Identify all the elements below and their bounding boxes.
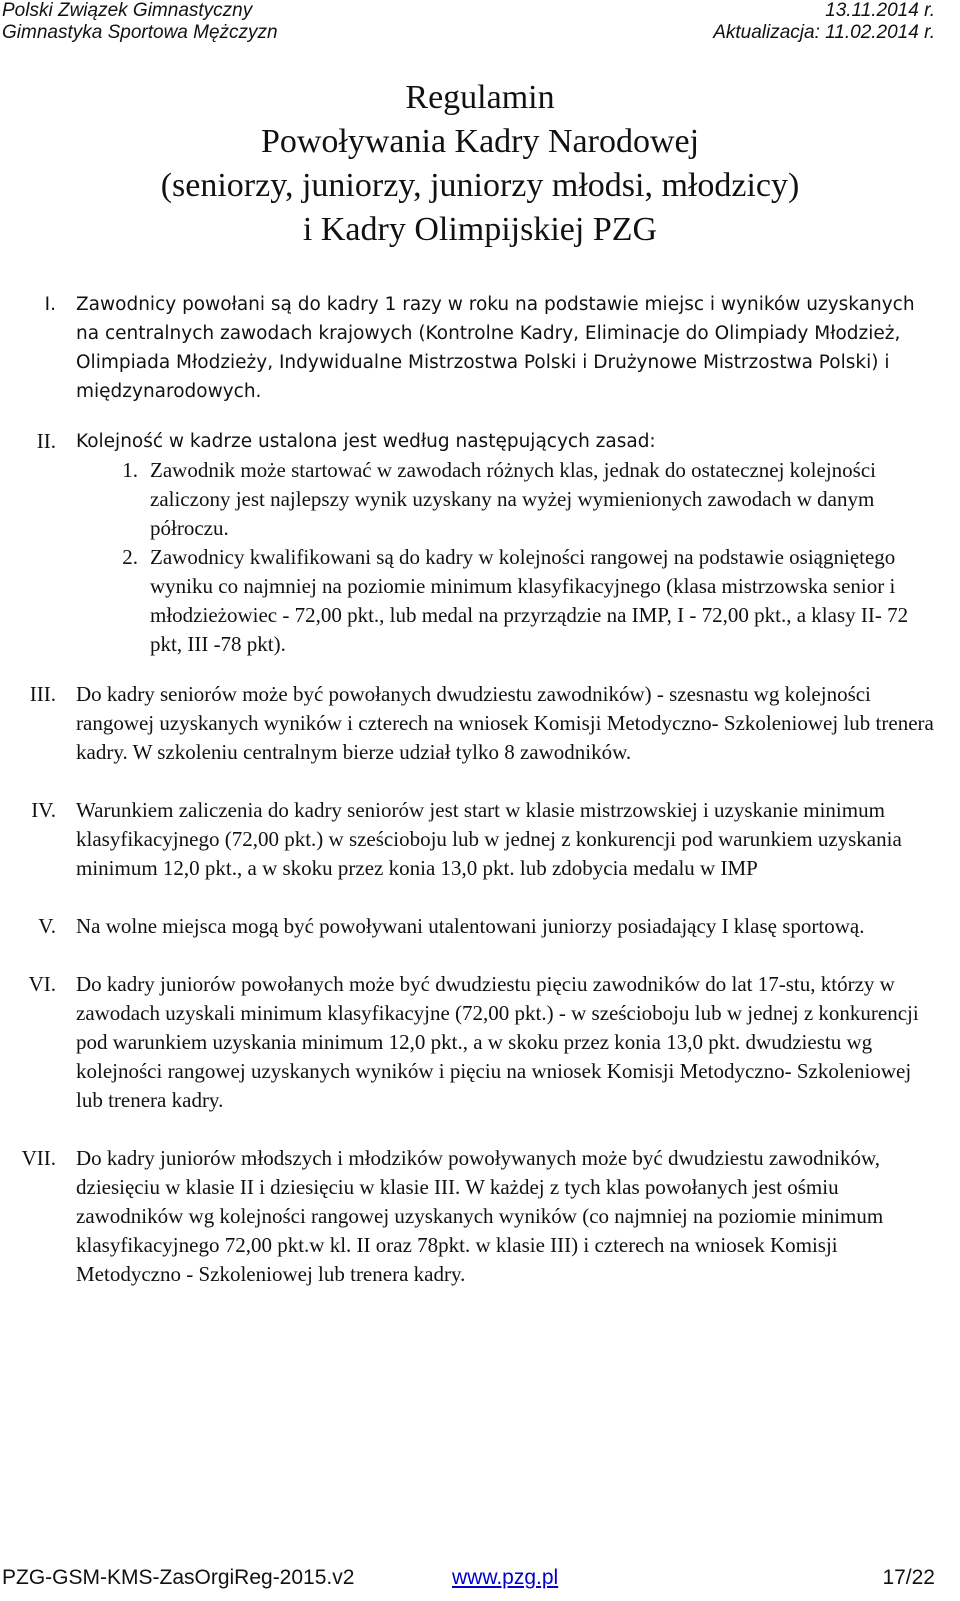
header-updated: Aktualizacja: 11.02.2014 r. [713, 22, 935, 43]
section-text: Na wolne miejsca mogą być powoływani utalentowani juniorzy posiadający I klasę sportową. [76, 914, 865, 938]
page-number: 17/22 [882, 1566, 935, 1589]
section-number: V. [38, 914, 56, 938]
section-text: Do kadry seniorów może być powołanych dwudziestu zawodników) - szesnastu wg kolejności rangowej uzyskanych wyników i czterech na wniosek Komisji Metodyczno- Szkoleniowej lub trenera kadry. W szkoleniu centralnym bierze udział tylko 8 zawodników. [76, 682, 934, 764]
list-item [76, 456, 940, 543]
item-number: 2. [122, 545, 138, 569]
section-number: IV. [31, 798, 56, 822]
item-text: Zawodnicy kwalifikowani są do kadry w kolejności rangowej na podstawie osiągniętego wyniku co najmniej na poziomie minimum klasyfikacyjnego (klasa mistrzowska senior i młodzieżowiec - 72,00 pkt., lub medal na przyrządzie na IMP, I - 72,00 pkt., a klasy II- 72 pkt, III -78 pkt). [150, 545, 909, 656]
document-code: PZG-GSM-KMS-ZasOrgiReg-2015.v2 [2, 1566, 355, 1589]
section-2 [0, 427, 960, 456]
section-4 [0, 796, 960, 883]
title-line-3: (seniorzy, juniorzy, juniorzy młodsi, młodzicy) [160, 167, 800, 204]
section-number: VII. [21, 1146, 56, 1170]
list-item [76, 543, 940, 659]
title-line-4: i Kadry Olimpijskiej PZG [302, 211, 658, 248]
section-text: Warunkiem zaliczenia do kadry seniorów jest start w klasie mistrzowskiej i uzyskanie minimum klasyfikacyjnego (72,00 pkt.) w sześcioboju lub w jednej z konkurencji pod warunkiem uzyskania minimum 12,0 pkt., a w skoku przez konia 13,0 pkt. lub zdobycia medalu w IMP [76, 798, 902, 880]
section-6 [0, 970, 960, 1115]
section-2-items [0, 456, 960, 659]
section-text: Do kadry juniorów powołanych może być dwudziestu pięciu zawodników do lat 17-stu, którzy w zawodach uzyskali minimum klasyfikacyjne (72,00 pkt.) - w sześcioboju lub w jednej z konkurencji pod warunkiem uzyskania minimum 12,0 pkt., a w skoku przez konia 13,0 pkt. dwudziestu wg kolejności rangowej uzyskanych wyników i pięciu na wniosek Komisji Metodyczno- Szkoleniowej lub trenera kadry. [76, 972, 919, 1112]
title-line-2: Powoływania Kadry Narodowej [260, 123, 700, 160]
section-number: VI. [28, 972, 56, 996]
section-number: II. [36, 429, 56, 453]
section-text: Kolejność w kadrze ustalona jest według następujących zasad: [76, 431, 656, 452]
header-date: 13.11.2014 r. [825, 0, 935, 21]
header-discipline: Gimnastyka Sportowa Mężczyzn [2, 22, 278, 43]
section-3 [0, 680, 960, 767]
section-5 [0, 912, 960, 941]
section-7 [0, 1144, 960, 1289]
website-link[interactable]: www.pzg.pl [452, 1566, 559, 1589]
section-1 [0, 290, 960, 406]
item-number: 1. [122, 458, 138, 482]
item-text: Zawodnik może startować w zawodach różnych klas, jednak do ostatecznej kolejności zaliczony jest najlepszy wynik uzyskany na wyżej wymienionych zawodach w danym półroczu. [150, 458, 876, 540]
section-text: Do kadry juniorów młodszych i młodzików powoływanych może być dwudziestu zawodników, dziesięciu w klasie II i dziesięciu w klasie III. W każdej z tych klas powołanych jest ośmiu zawodników wg kolejności rangowej uzyskanych wyników (co najmniej na poziomie minimum klasyfikacyjnego 72,00 pkt.w kl. II oraz 78pkt. w klasie III) i czterech na wniosek Komisji Metodyczno - Szkoleniowej lub trenera kadry. [76, 1146, 884, 1286]
section-number: III. [29, 682, 56, 706]
page-header [0, 0, 960, 44]
header-org: Polski Związek Gimnastyczny [2, 0, 253, 21]
document-title [0, 76, 960, 252]
section-text: Zawodnicy powołani są do kadry 1 razy w roku na podstawie miejsc i wyników uzyskanych na centralnych zawodach krajowych (Kontrolne Kadry, Eliminacje do Olimpiady Młodzież, Olimpiada Młodzieży, Indywidualne Mistrzostwa Polski i Drużynowe Mistrzostwa Polski) i międzynarodowych. [76, 294, 915, 402]
document-body [0, 290, 960, 1310]
title-line-1: Regulamin [405, 79, 555, 116]
section-number: I. [44, 294, 56, 315]
